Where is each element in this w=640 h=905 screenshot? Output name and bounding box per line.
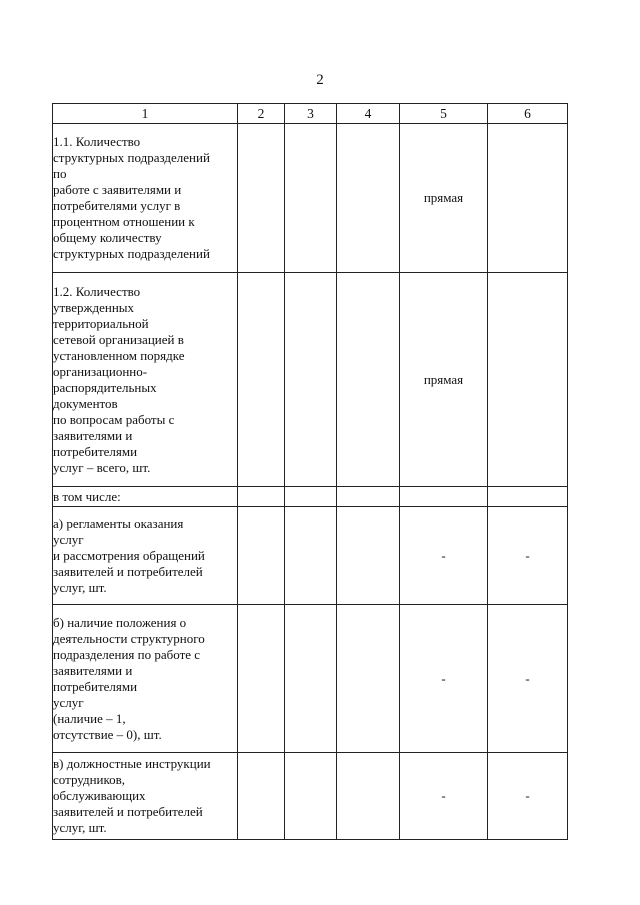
cell-col3 bbox=[285, 273, 337, 487]
cell-col4 bbox=[337, 507, 400, 605]
cell-col3 bbox=[285, 605, 337, 753]
cell-col6: - bbox=[488, 753, 568, 840]
table-row bbox=[53, 487, 568, 507]
cell-col5: - bbox=[400, 753, 488, 840]
cell-col5: прямая bbox=[400, 124, 488, 273]
cell-col3 bbox=[285, 753, 337, 840]
cell-col2 bbox=[238, 124, 285, 273]
cell-col5: - bbox=[400, 605, 488, 753]
cell-col3 bbox=[285, 487, 337, 507]
page-number: 2 bbox=[316, 72, 324, 88]
table-row bbox=[53, 124, 568, 273]
column-header-6: 6 bbox=[488, 104, 568, 124]
cell-col6 bbox=[488, 273, 568, 487]
table-row bbox=[53, 753, 568, 840]
cell-col2 bbox=[238, 487, 285, 507]
table-row bbox=[53, 605, 568, 753]
row-description: а) регламенты оказания услуг и рассмотрения обращений заявителей и потребителей услуг, шт. bbox=[53, 507, 238, 605]
row-description: б) наличие положения о деятельности структурного подразделения по работе с заявителями и потребителями услуг (наличие – 1, отсутствие – 0), шт. bbox=[53, 605, 238, 753]
cell-col4 bbox=[337, 605, 400, 753]
table-row bbox=[53, 507, 568, 605]
cell-col2 bbox=[238, 605, 285, 753]
cell-col6: - bbox=[488, 605, 568, 753]
cell-col4 bbox=[337, 753, 400, 840]
cell-col5: прямая bbox=[400, 273, 488, 487]
cell-col4 bbox=[337, 487, 400, 507]
cell-col5: - bbox=[400, 507, 488, 605]
column-header-5: 5 bbox=[400, 104, 488, 124]
cell-col6: - bbox=[488, 507, 568, 605]
row-description: 1.1. Количество структурных подразделений по работе с заявителями и потребителями услуг в процентном отношении к общему количеству структурных подразделений bbox=[53, 124, 238, 273]
cell-col3 bbox=[285, 124, 337, 273]
cell-col6 bbox=[488, 487, 568, 507]
cell-col6 bbox=[488, 124, 568, 273]
cell-col4 bbox=[337, 273, 400, 487]
column-header-4: 4 bbox=[337, 104, 400, 124]
cell-col3 bbox=[285, 507, 337, 605]
row-description: в том числе: bbox=[53, 487, 238, 507]
row-description: 1.2. Количество утвержденных территориальной сетевой организацией в установленном порядке организационно- распорядительных документов по вопросам работы с заявителями и потребителями услуг – всего, шт. bbox=[53, 273, 238, 487]
indicators-table bbox=[52, 103, 568, 840]
cell-col4 bbox=[337, 124, 400, 273]
column-header-1: 1 bbox=[53, 104, 238, 124]
cell-col5 bbox=[400, 487, 488, 507]
table-row bbox=[53, 273, 568, 487]
cell-col2 bbox=[238, 273, 285, 487]
column-header-2: 2 bbox=[238, 104, 285, 124]
table-header-row bbox=[53, 104, 568, 124]
row-description: в) должностные инструкции сотрудников, обслуживающих заявителей и потребителей услуг, шт. bbox=[53, 753, 238, 840]
cell-col2 bbox=[238, 507, 285, 605]
column-header-3: 3 bbox=[285, 104, 337, 124]
cell-col2 bbox=[238, 753, 285, 840]
